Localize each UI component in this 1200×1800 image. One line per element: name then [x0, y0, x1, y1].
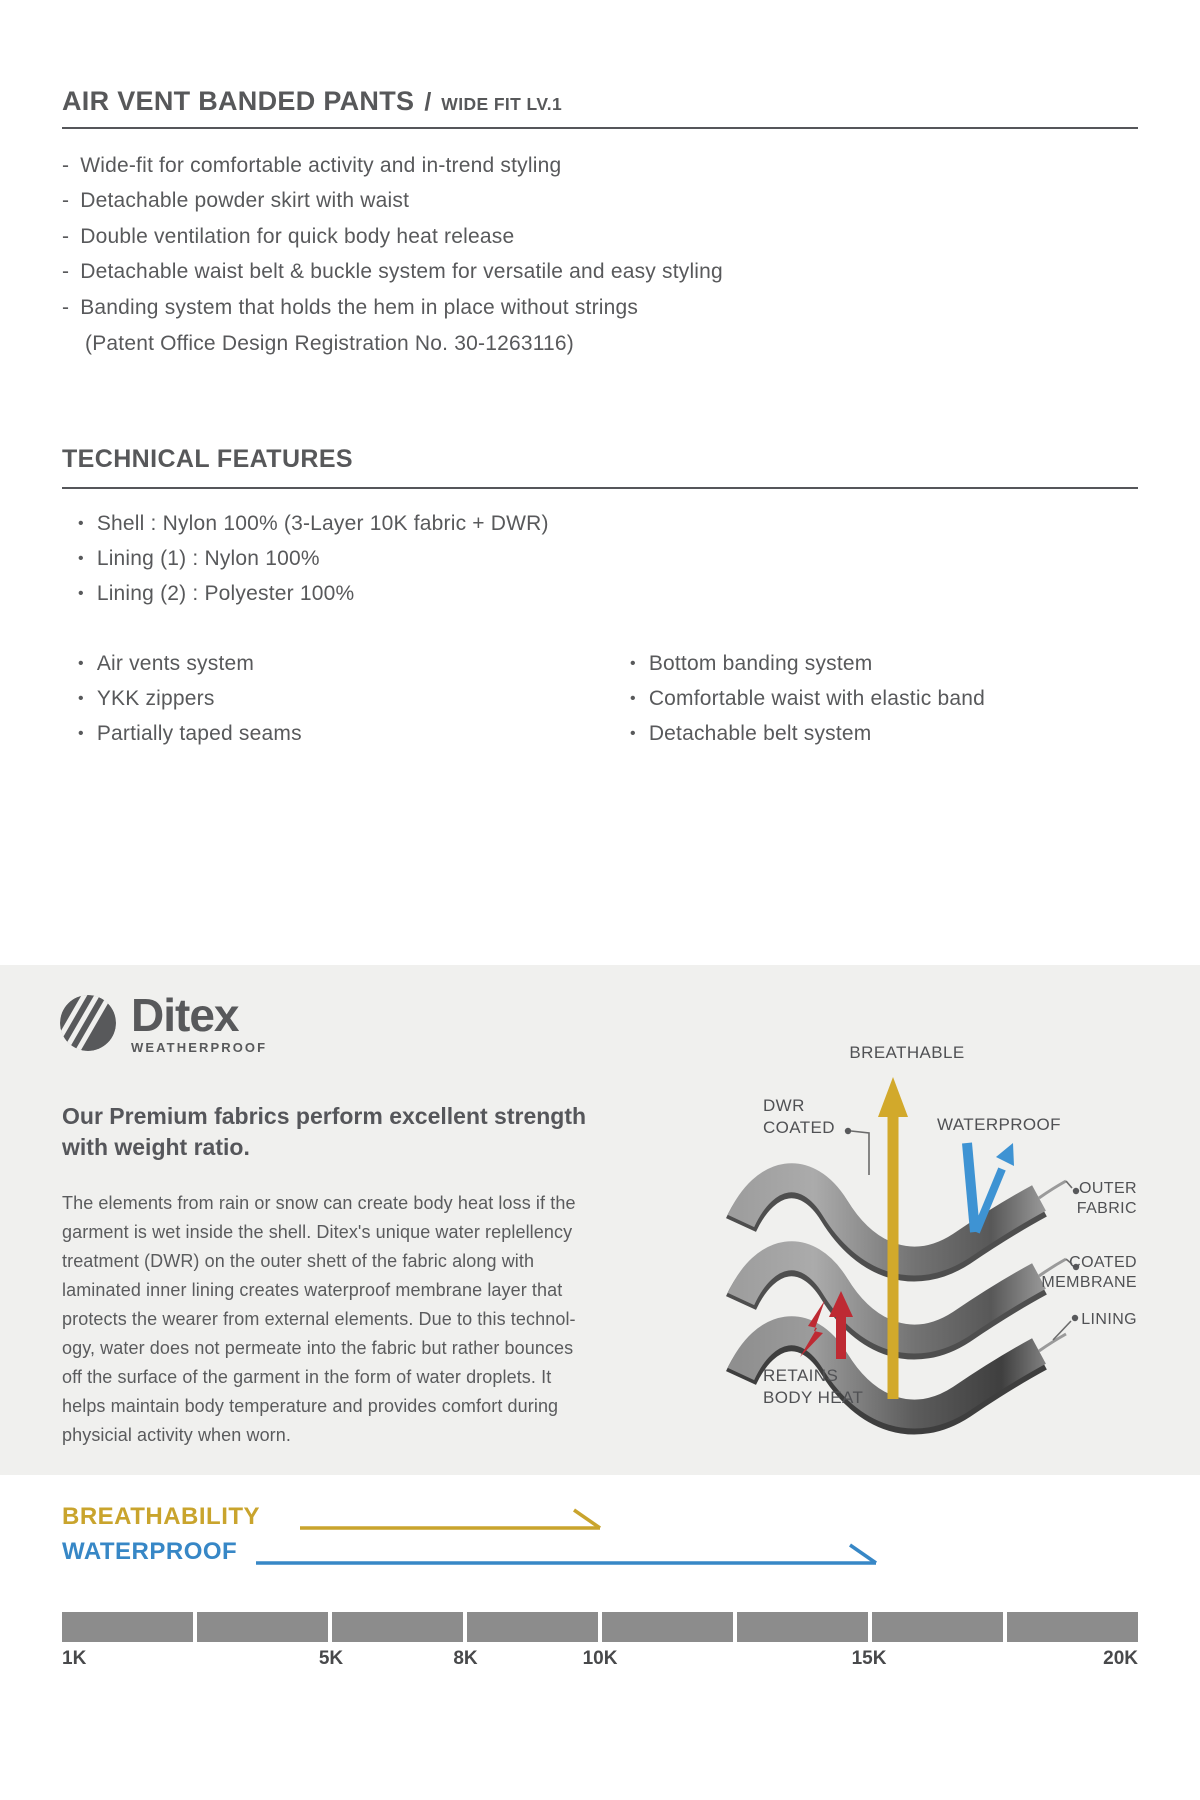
product-title: AIR VENT BANDED PANTS [62, 86, 415, 116]
dash-marker: - [62, 260, 70, 284]
rating-segment [602, 1612, 733, 1642]
material-text: Lining (1) : Nylon 100% [96, 547, 320, 571]
rating-segment [62, 1612, 193, 1642]
connector-dot [1072, 1315, 1078, 1321]
description-line: The elements from rain or snow can create body heat loss if the [62, 1193, 576, 1213]
feature-text: Detachable powder skirt with waist [80, 189, 410, 213]
label-retains-body-heat [763, 1365, 863, 1409]
headline-line: with weight ratio. [62, 1134, 250, 1160]
label-line: FABRIC [1076, 1200, 1137, 1217]
breathability-label: BREATHABILITY [62, 1503, 261, 1530]
label-line: RETAINS [763, 1366, 839, 1385]
dot-marker: • [78, 550, 84, 568]
material-item [78, 577, 549, 612]
feature-text: Wide-fit for comfortable activity and in-trend styling [80, 153, 562, 177]
label-dwr-coated [763, 1095, 835, 1139]
brand-tagline: WEATHERPROOF [131, 1040, 268, 1055]
dot-marker: • [630, 654, 636, 672]
description-line: protects the wearer from external elements. Due to this technol- [62, 1309, 576, 1329]
tech-feature-text: YKK zippers [96, 687, 215, 711]
ditex-section [0, 965, 1200, 1475]
dwr-connector [845, 1128, 869, 1175]
label-coated-membrane [1041, 1253, 1137, 1293]
fabric-description [62, 1189, 576, 1450]
lining-connector [1053, 1315, 1078, 1340]
feature-item [62, 219, 723, 255]
feature-text: Double ventilation for quick body heat release [80, 224, 515, 248]
description-line: physicial activity when worn. [62, 1425, 291, 1445]
label-lining: LINING [1081, 1311, 1137, 1328]
feature-item [62, 290, 723, 326]
ditex-logo-icon [58, 993, 118, 1058]
feature-item [62, 148, 723, 184]
label-line: OUTER [1079, 1180, 1137, 1197]
tick-20k: 20K [1103, 1648, 1138, 1669]
title-divider [62, 127, 1138, 129]
label-line: COATED [1069, 1254, 1137, 1271]
feature-text: Banding system that holds the hem in place without strings [80, 295, 639, 319]
dot-marker: • [78, 585, 84, 603]
section-heading-technical: TECHNICAL FEATURES [62, 445, 354, 473]
tech-feature-text: Air vents system [96, 651, 255, 675]
rating-segment [1007, 1612, 1138, 1642]
rating-tick-labels [62, 1648, 1138, 1674]
waterproof-indicator-line [256, 1540, 886, 1568]
description-line: laminated inner lining creates waterproof membrane layer that [62, 1280, 563, 1300]
feature-text: Detachable waist belt & buckle system for versatile and easy styling [80, 260, 723, 284]
feature-column-right [630, 646, 985, 752]
rating-segment [872, 1612, 1003, 1642]
tech-feature-item [630, 646, 985, 681]
material-text: Shell : Nylon 100% (3-Layer 10K fabric + DWR) [96, 511, 549, 535]
dot-marker: • [78, 690, 84, 708]
label-line: BODY HEAT [763, 1388, 864, 1407]
tech-feature-item [630, 717, 985, 752]
description-line: off the surface of the garment in the form of water droplets. It [62, 1367, 552, 1387]
label-breathable: BREATHABLE [849, 1043, 965, 1062]
fit-label: WIDE FIT LV.1 [441, 94, 563, 114]
feature-list [62, 148, 723, 326]
tech-feature-text: Partially taped seams [96, 722, 302, 746]
ditex-logo [58, 989, 268, 1058]
dot-marker: • [630, 690, 636, 708]
breathability-indicator-line [300, 1505, 610, 1533]
rating-scale-section [0, 1503, 1200, 1703]
tick-5k: 5K [318, 1648, 344, 1669]
header [62, 86, 562, 117]
dash-marker: - [62, 153, 70, 177]
dash-marker: - [62, 189, 70, 213]
rating-bar [62, 1612, 1138, 1642]
tick-1k: 1K [62, 1648, 87, 1669]
material-text: Lining (2) : Polyester 100% [96, 582, 355, 606]
dot-marker: • [630, 725, 636, 743]
title-slash: / [424, 88, 432, 116]
description-line: helps maintain body temperature and provides comfort during [62, 1396, 559, 1416]
label-line: COATED [763, 1118, 835, 1137]
connector-dot [845, 1128, 851, 1134]
tech-feature-item [78, 681, 302, 716]
patent-note: (Patent Office Design Registration No. 30-1263116) [85, 331, 574, 355]
tech-feature-item [78, 717, 302, 752]
dash-marker: - [62, 224, 70, 248]
description-line: treatment (DWR) on the outer shett of the fabric along with [62, 1251, 535, 1271]
brand-name: Ditex [131, 989, 239, 1041]
material-item [78, 541, 549, 576]
dash-marker: - [62, 295, 70, 319]
section-divider [62, 487, 1138, 489]
label-line: MEMBRANE [1041, 1274, 1137, 1291]
label-waterproof: WATERPROOF [937, 1115, 1061, 1134]
description-line: ogy, water does not permeate into the fabric but rather bounces [62, 1338, 574, 1358]
feature-column-left [78, 646, 302, 752]
material-item [78, 506, 549, 541]
tech-feature-text: Detachable belt system [648, 722, 872, 746]
tick-8k: 8K [453, 1648, 478, 1669]
waterproof-label: WATERPROOF [62, 1538, 238, 1565]
dot-marker: • [78, 725, 84, 743]
label-outer-fabric [1077, 1179, 1137, 1219]
description-line: garment is wet inside the shell. Ditex's unique water replellency [62, 1222, 573, 1242]
headline-line: Our Premium fabrics perform excellent strength [62, 1103, 587, 1129]
tick-15k: 15K [851, 1648, 887, 1669]
tech-feature-text: Bottom banding system [648, 651, 873, 675]
tech-feature-item [78, 646, 302, 681]
label-line: DWR [763, 1096, 805, 1115]
tech-feature-item [630, 681, 985, 716]
tick-10k: 10K [582, 1648, 618, 1669]
tech-feature-text: Comfortable waist with elastic band [648, 687, 985, 711]
rating-segment [332, 1612, 463, 1642]
ditex-logo-text [131, 989, 268, 1055]
materials-list [78, 506, 549, 612]
rating-segment [197, 1612, 328, 1642]
dot-marker: • [78, 654, 84, 672]
feature-item [62, 255, 723, 291]
feature-item [62, 184, 723, 220]
rating-segment [737, 1612, 868, 1642]
rating-segment [467, 1612, 598, 1642]
fabric-diagram [645, 995, 1155, 1445]
dot-marker: • [78, 514, 84, 532]
fabric-headline [62, 1101, 586, 1163]
